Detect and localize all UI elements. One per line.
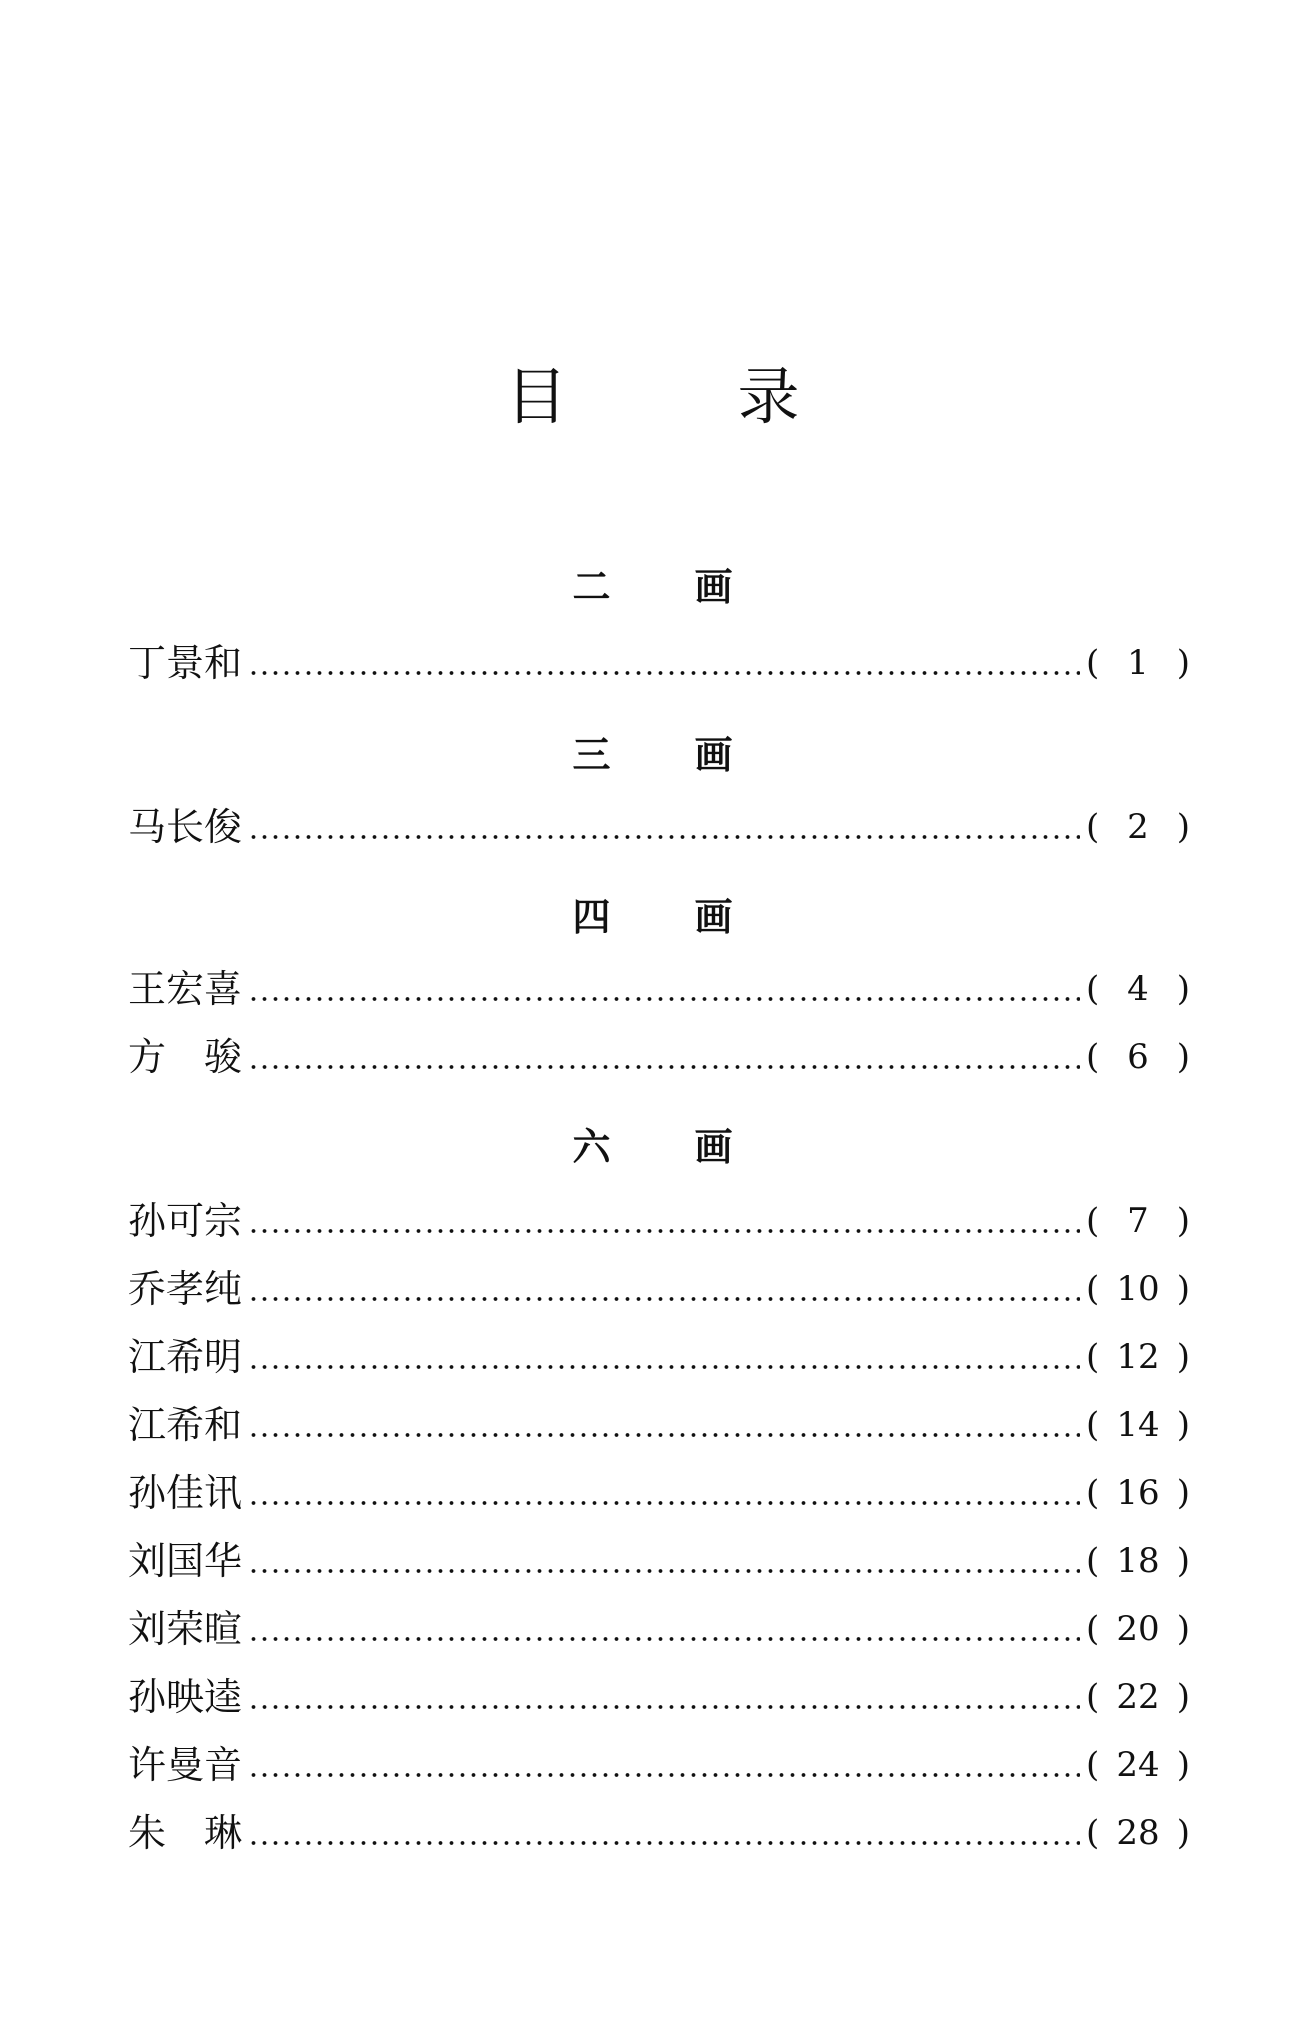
entry-name: 孙可宗 — [128, 1199, 243, 1243]
entry-name: 方 骏 — [128, 1035, 243, 1079]
entry-name: 许曼音 — [128, 1743, 243, 1787]
entry-name: 孙佳讯 — [128, 1471, 243, 1515]
toc-entry[interactable] — [128, 1740, 1190, 1790]
toc-entry[interactable] — [128, 1808, 1190, 1858]
toc-entry[interactable] — [128, 1332, 1190, 1382]
entry-name: 朱 琳 — [128, 1811, 243, 1855]
toc-entry[interactable] — [128, 1264, 1190, 1314]
toc-entry[interactable] — [128, 1536, 1190, 1586]
entry-page: ( 7 ) — [1086, 1201, 1190, 1241]
dot-leader — [248, 1704, 1080, 1710]
dot-leader — [248, 1364, 1080, 1370]
entry-page: ( 14 ) — [1086, 1405, 1190, 1445]
entry-name: 丁景和 — [128, 641, 243, 685]
dot-leader — [248, 996, 1080, 1002]
page-title — [0, 360, 1305, 433]
entry-page: ( 10 ) — [1086, 1269, 1190, 1309]
toc-entry[interactable] — [128, 802, 1190, 852]
dot-leader — [248, 1772, 1080, 1778]
dot-leader — [248, 1064, 1080, 1070]
entry-name: 江希明 — [128, 1335, 243, 1379]
entry-name: 孙映逵 — [128, 1675, 243, 1719]
dot-leader — [248, 834, 1080, 840]
dot-leader — [248, 670, 1080, 676]
dot-leader — [248, 1840, 1080, 1846]
toc-entry[interactable] — [128, 1672, 1190, 1722]
dot-leader — [248, 1636, 1080, 1642]
title-char: 录 — [737, 360, 800, 433]
toc-entry[interactable] — [128, 1032, 1190, 1082]
toc-entry[interactable] — [128, 1196, 1190, 1246]
entry-page: ( 24 ) — [1086, 1745, 1190, 1785]
section-heading: 四 画 — [572, 894, 733, 939]
toc-entry[interactable] — [128, 1468, 1190, 1518]
entry-page: ( 2 ) — [1086, 807, 1190, 847]
dot-leader — [248, 1500, 1080, 1506]
section-heading: 二 画 — [572, 564, 733, 609]
toc-entry[interactable] — [128, 1604, 1190, 1654]
entry-page: ( 22 ) — [1086, 1677, 1190, 1717]
toc-entry[interactable] — [128, 638, 1190, 688]
entry-page: ( 16 ) — [1086, 1473, 1190, 1513]
entry-page: ( 6 ) — [1086, 1037, 1190, 1077]
dot-leader — [248, 1228, 1080, 1234]
entry-page: ( 20 ) — [1086, 1609, 1190, 1649]
toc-entry[interactable] — [128, 1400, 1190, 1450]
section-heading: 六 画 — [572, 1124, 733, 1169]
section-heading: 三 画 — [572, 732, 733, 777]
entry-page: ( 18 ) — [1086, 1541, 1190, 1581]
dot-leader — [248, 1568, 1080, 1574]
entry-name: 乔孝纯 — [128, 1267, 243, 1311]
entry-name: 江希和 — [128, 1403, 243, 1447]
toc-entry[interactable] — [128, 964, 1190, 1014]
entry-name: 刘荣暄 — [128, 1607, 243, 1651]
dot-leader — [248, 1432, 1080, 1438]
dot-leader — [248, 1296, 1080, 1302]
entry-name: 刘国华 — [128, 1539, 243, 1583]
entry-page: ( 28 ) — [1086, 1813, 1190, 1853]
entry-page: ( 12 ) — [1086, 1337, 1190, 1377]
entry-name: 王宏喜 — [128, 967, 243, 1011]
title-char: 目 — [505, 360, 568, 433]
entry-page: ( 1 ) — [1086, 643, 1190, 683]
entry-name: 马长俊 — [128, 805, 243, 849]
entry-page: ( 4 ) — [1086, 969, 1190, 1009]
